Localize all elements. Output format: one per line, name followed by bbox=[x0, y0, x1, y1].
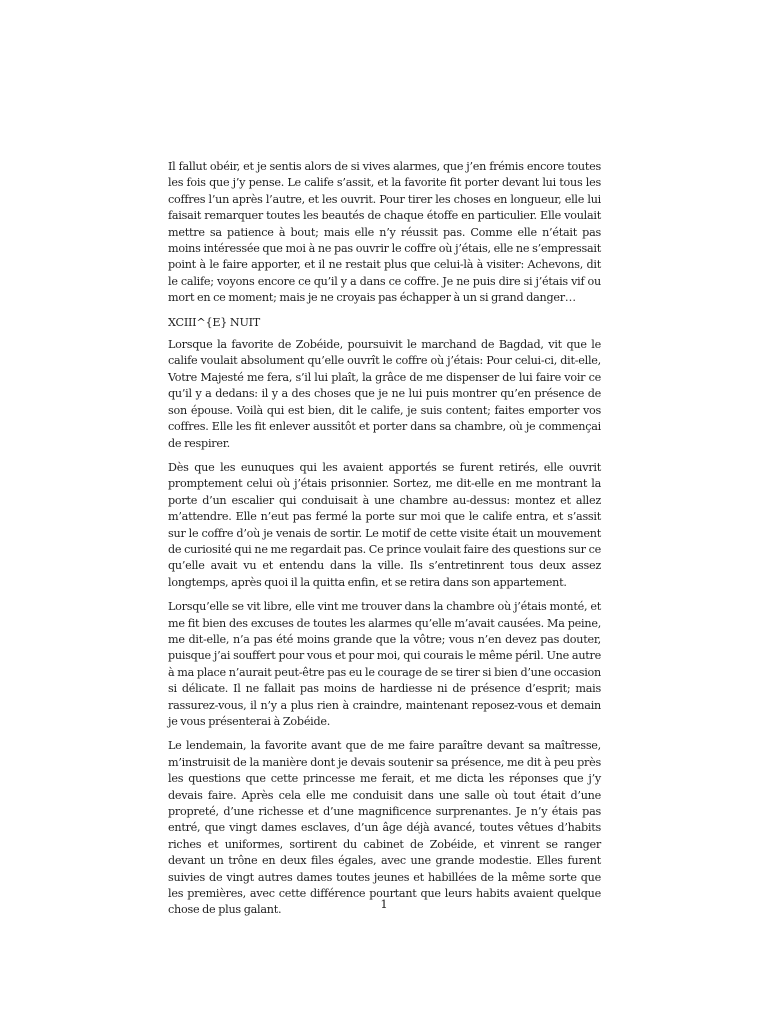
paragraph: Lorsque la favorite de Zobéide, poursuivit le marchand de Bagdad, vit que le calife voulait absolument qu’elle ouvrît le coffre où j’étais: Pour celui-ci, dit-elle, Votre Majesté me fera, s’il lui plaît, la grâce de me dispenser de lui faire voir ce qu’il y a dedans: il y a des choses que je ne lui puis montrer qu’en présence de son épouse. Voilà qui est bien, dit le calife, je suis content; faites emporter vos coffres. Elle les fit enlever aussitôt et porter dans sa chambre, où je commençai de respirer. bbox=[168, 338, 601, 450]
body-text bbox=[168, 159, 601, 927]
paragraph: Lorsqu’elle se vit libre, elle vint me trouver dans la chambre où j’étais monté, et me fit bien des excuses de toutes les alarmes qu’elle m’avait causées. Ma peine, me dit-elle, n’a pas été moins grande que la vôtre; vous n’en devez pas douter, puisque j’ai souffert pour vous et pour moi, qui courais le même péril. Une autre à ma place n’aurait peut-être pas eu le courage de se tirer si bien d’une occasion si délicate. Il ne fallait pas moins de hardiesse ni de présence d’esprit; mais rassurez-vous, il n’y a plus rien à craindre, maintenant reposez-vous et demain je vous présenterai à Zobéide. bbox=[168, 600, 601, 728]
page-number: 1 bbox=[380, 897, 388, 911]
paragraph: Le lendemain, la favorite avant que de me faire paraître devant sa maîtresse, m’instruisit de la manière dont je devais soutenir sa présence, me dit à peu près les questions que cette princesse me ferait, et me dicta les réponses que j’y devais faire. Après cela elle me conduisit dans une salle où tout était d’une propreté, d’une richesse et d’une magnificence surprenantes. Je n’y étais pas entré, que vingt dames esclaves, d’un âge déjà avancé, toutes vêtues d’habits riches et uniformes, sortirent du cabinet de Zobéide, et vinrent se ranger devant un trône en deux files égales, avec une grande modestie. Elles furent suivies de vingt autres dames toutes jeunes et habillées de la même sorte que les premières, avec cette différence pourtant que leurs habits avaient quelque chose de plus galant. bbox=[168, 739, 601, 917]
chapter-heading: XCIII^{E} NUIT bbox=[168, 315, 261, 329]
paragraph: Il fallut obéir, et je sentis alors de si vives alarmes, que j’en frémis encore toutes les fois que j’y pense. Le calife s’assit, et la favorite fit porter devant lui tous les coffres l’un après l’autre, et les ouvrit. Pour tirer les choses en longueur, elle lui faisait remarquer toutes les beautés de chaque étoffe en particulier. Elle voulait mettre sa patience à bout; mais elle n’y réussit pas. Comme elle n’était pas moins intéressée que moi à ne pas ouvrir le coffre où j’étais, elle ne s’empressait point à le faire apporter, et il ne restait plus que celui-là à visiter: Achevons, dit le calife; voyons encore ce qu’il y a dans ce coffre. Je ne puis dire si j’étais vif ou mort en ce moment; mais je ne croyais pas échapper à un si grand danger… bbox=[168, 160, 601, 305]
paragraph: Dès que les eunuques qui les avaient apportés se furent retirés, elle ouvrit promptement celui où j’étais prisonnier. Sortez, me dit-elle en me montrant la porte d’un escalier qui conduisait à une chambre au-dessus: montez et allez m’attendre. Elle n’eut pas fermé la porte sur moi que le calife entra, et s’assit sur le coffre d’où je venais de sortir. Le motif de cette visite était un mouvement de curiosité qui ne me regardait pas. Ce prince voulait faire des questions sur ce qu’elle avait vu et entendu dans la ville. Ils s’entretinrent tous deux assez longtemps, après quoi il la quitta enfin, et se retira dans son appartement. bbox=[168, 460, 601, 589]
